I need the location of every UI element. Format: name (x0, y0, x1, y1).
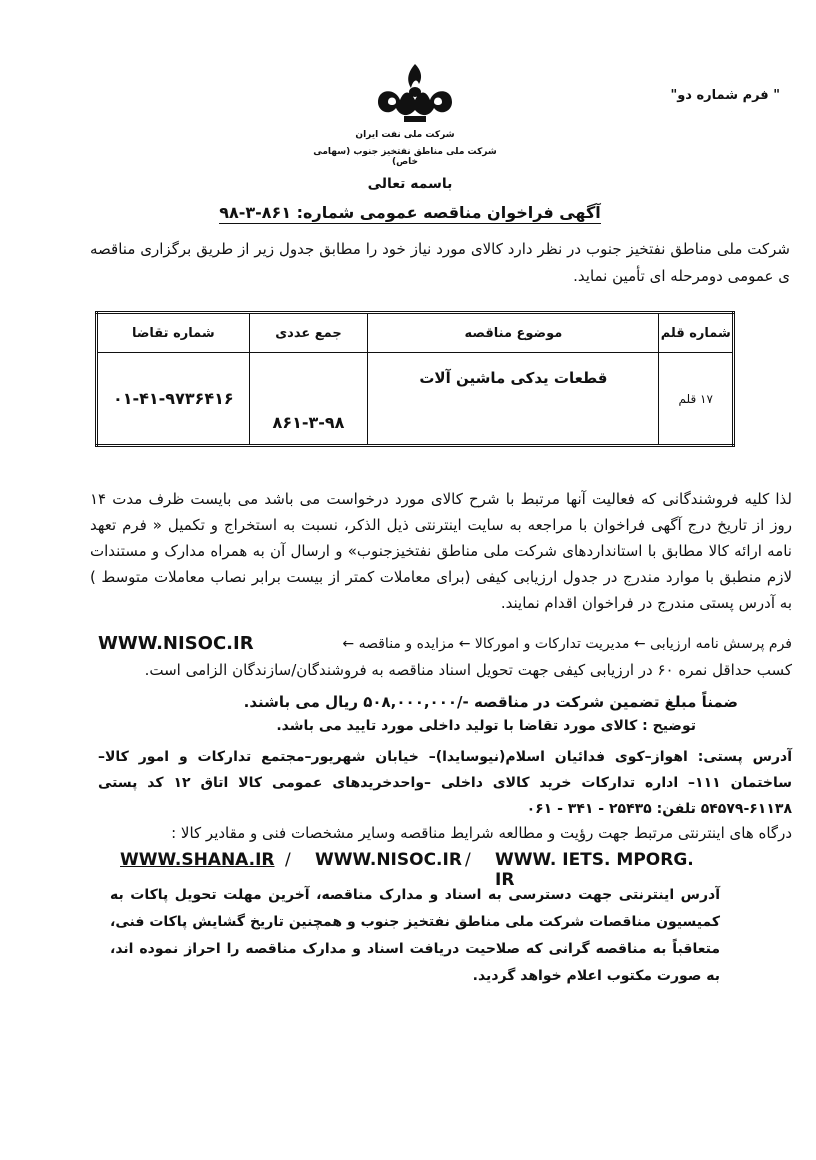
company-subtitle: شرکت ملی مناطق نفتخیز جنوب (سهامی خاص) (313, 147, 497, 167)
company-name: شرکت ملی نفت ایران (355, 130, 455, 140)
form-number-label: " فرم شماره دو" (670, 88, 780, 103)
portal-urls (115, 850, 715, 890)
note-text: توضیح : کالای مورد تقاضا با تولید داخلی مورد تایید می باشد. (276, 718, 696, 734)
shana-link[interactable]: WWW.SHANA.IR (120, 850, 275, 870)
cell-total: ۸۶۱-۳-۹۸ (249, 353, 368, 446)
table-row (97, 353, 734, 446)
basmala-heading: باسمه تعالی (367, 176, 453, 192)
col-header-item-number: شماره قلم (659, 313, 734, 353)
cell-request-number: ۰۱-۴۱-۹۷۳۶۴۱۶ (97, 353, 250, 446)
portals-text: درگاه های اینترنتی مرتبط جهت رؤیت و مطالعه شرایط مناقصه وسایر مشخصات فنی و مقادیر کالا : (171, 824, 792, 842)
closing-paragraph: آدرس اینترنتی جهت دسترسی به اسناد و مدارک مناقصه، آخرین مهلت تحویل پاکات به کمیسیون مناقصات شرکت ملی مناطق نفتخیز جنوب و همچنین تاریخ گشایش پاکات فنی، متعاقباً به مناقصه گرانی که صلاحیت دریافت اسناد و مدارک مناقصه را احراز نموده اند، به صورت مکتوب اعلام خواهد گردید. (110, 887, 720, 984)
navigation-path-text: فرم پرسش نامه ارزیابی ← مدیریت تدارکات و امورکالا ← مزایده و مناقصه ← (342, 636, 792, 652)
min-score-text: کسب حداقل نمره ۶۰ در ارزیابی کیفی جهت تحویل اسناد مناقصه به فروشندگان/سازندگان الزامی است. (144, 661, 792, 679)
url-separator: / (285, 850, 291, 870)
notice-title (200, 203, 620, 222)
instructions-block (90, 486, 792, 616)
instructions-paragraph: لذا کلیه فروشندگانی که فعالیت آنها مرتبط با شرح کالای مورد درخواست می باشد می بایست ظرف مدت ۱۴ روز از تاریخ درج آگهی فراخوان با مراجعه به سایت اینترنتی ذیل الذکر، نسبت به استخراج و تکمیل « فرم تعهد نامه ارائه کالا مطابق با استانداردهای شرکت ملی مناطق نفتخیزجنوب» و ارسال آن به همراه مدارک و مستندات لازم منطبق با موارد مندرج در جدول ارزیابی کیفی (برای معاملات کمتر از بیست برابر نصاب معاملات متوسط ) به آدرس پستی مندرج در فراخوان اقدام نمایند. (90, 490, 792, 612)
nisoc-link[interactable]: WWW.NISOC.IR (315, 850, 462, 870)
cell-subject: قطعات یدکی ماشین آلات (368, 353, 659, 446)
tender-table (95, 311, 735, 447)
iets-link[interactable]: WWW. IETS. MPORG. IR (495, 850, 694, 890)
table-header-row (97, 313, 734, 353)
cell-item-count: ۱۷ قلم (659, 353, 734, 446)
nioc-logo-icon (370, 60, 460, 130)
url-separator: / (465, 850, 471, 870)
notice-title-text: آگهی فراخوان مناقصه عمومی شماره: ۸۶۱-۳-۹۸ (219, 203, 601, 222)
postal-address: آدرس پستی: اهواز–کوی فدائیان اسلام(نیوسایدا)– خیابان شهریور–مجتمع تدارکات و امور کالا–ساختمان ۱۱۱– اداره تدارکات خرید کالای داخلی –واحدخریدهای عمومی کالا اتاق ۱۲ کد پستی ۶۱۱۳۸-۵۴۵۷۹ تلفن: ۲۵۴۳۵ - ۳۴۱ - ۰۶۱ (98, 749, 793, 817)
intro-paragraph: شرکت ملی مناطق نفتخیز جنوب در نظر دارد کالای مورد نیاز خود را مطابق جدول زیر از طریق برگزاری مناقصه ی عمومی دومرحله ای تأمین نماید. (90, 240, 790, 285)
col-header-request-number: شماره تقاضا (97, 313, 250, 353)
col-header-total: جمع عددی (249, 313, 368, 353)
nisoc-site-link[interactable]: WWW.NISOC.IR (98, 633, 254, 654)
navigation-path (98, 633, 792, 657)
guarantee-text: ضمناً مبلغ تضمین شرکت در مناقصه -/۵۰۸,۰۰۰,۰۰۰ ریال می باشند. (243, 693, 738, 711)
col-header-subject: موضوع مناقصه (368, 313, 659, 353)
